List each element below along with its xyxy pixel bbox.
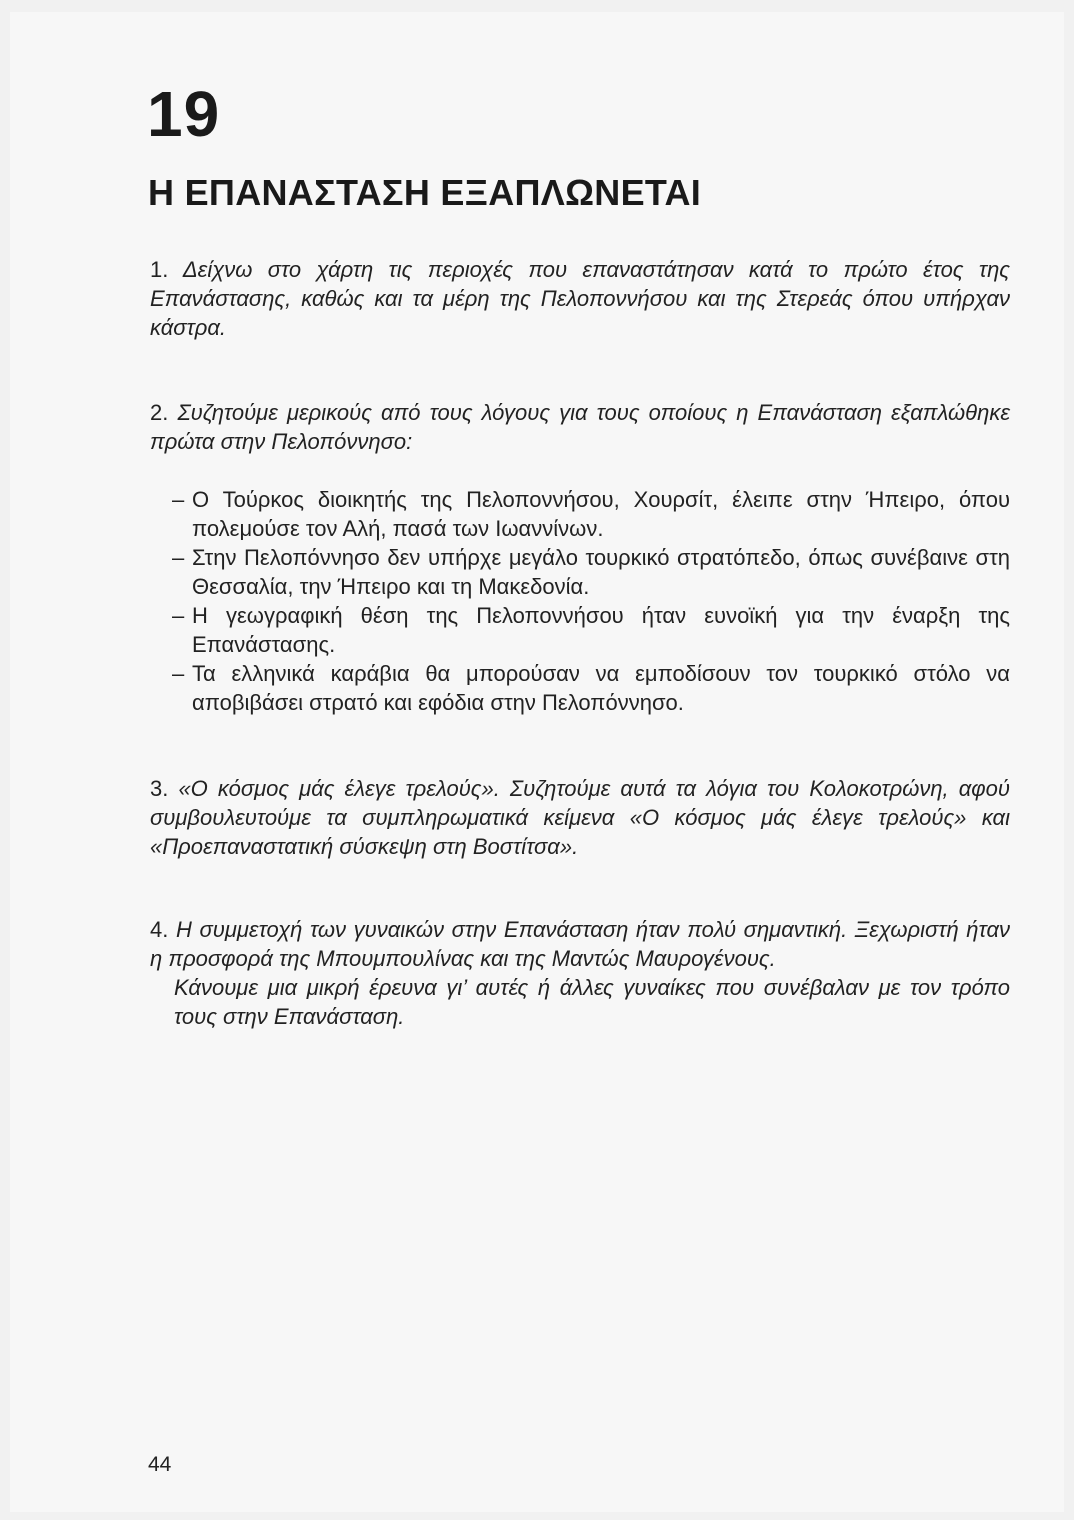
exercise-4 [150, 915, 1010, 1031]
exercise-3-text: «Ο κόσμος μάς έλεγε τρελούς». Συζητούμε αυτά τα λόγια του Κολοκοτρώνη, αφού συμβουλευτούμε τα συμπληρωματικά κείμενα «Ο κόσμος μάς έλεγε τρελούς» και «Προεπαναστατική σύσκεψη στη Βοστίτσα». [150, 776, 1010, 859]
reason-item [172, 601, 1010, 659]
reason-text: Ο Τούρκος διοικητής της Πελοποννήσου, Χουρσίτ, έλειπε στην Ήπειρο, όπου πολεμούσε τον Αλή, πασά των Ιωαννίνων. [192, 487, 1010, 541]
page-number: 44 [148, 1453, 172, 1476]
exercise-2-number: 2. [150, 400, 169, 425]
reason-item [172, 543, 1010, 601]
exercise-1-number: 1. [150, 257, 169, 282]
exercise-4-number: 4. [150, 917, 169, 942]
reason-text: Τα ελληνικά καράβια θα μπορούσαν να εμποδίσουν τον τουρκικό στόλο να αποβιβάσει στρατό και εφόδια στην Πελοπόννησο. [192, 661, 1010, 715]
reason-text: Η γεωγραφική θέση της Πελοποννήσου ήταν ευνοϊκή για την έναρξη της Επανάστασης. [192, 603, 1010, 657]
dash-marker: – [172, 487, 185, 512]
exercise-1-text: Δείχνω στο χάρτη τις περιοχές που επαναστάτησαν κατά το πρώτο έτος της Επανάστασης, καθώς και τα μέρη της Πελοποννήσου και της Στερεάς όπου υπήρχαν κάστρα. [150, 257, 1010, 340]
dash-marker: – [172, 661, 185, 686]
reason-text: Στην Πελοπόννησο δεν υπήρχε μεγάλο τουρκικό στρατόπεδο, όπως συνέβαινε στη Θεσσαλία, την Ήπειρο και τη Μακεδονία. [192, 545, 1010, 599]
exercise-2-reasons-list [172, 485, 1010, 717]
exercise-3-number: 3. [150, 776, 169, 801]
exercise-2 [150, 398, 1010, 456]
reason-item [172, 659, 1010, 717]
exercise-3 [150, 774, 1010, 861]
exercise-4-paragraph-1 [150, 915, 1010, 973]
chapter-number: 19 [147, 78, 221, 150]
dash-marker: – [172, 603, 185, 628]
chapter-title: Η ΕΠΑΝΑΣΤΑΣΗ ΕΞΑΠΛΩΝΕΤΑΙ [148, 172, 702, 213]
dash-marker: – [172, 545, 185, 570]
reason-item [172, 485, 1010, 543]
document-page [10, 12, 1064, 1512]
exercise-4-text: Η συμμετοχή των γυναικών στην Επανάσταση ήταν πολύ σημαντική. Ξεχωριστή ήταν η προσφορά της Μπουμπουλίνας και της Μαντώς Μαυρογένους. [150, 917, 1010, 971]
exercise-2-text: Συζητούμε μερικούς από τους λόγους για τους οποίους η Επανάσταση εξαπλώθηκε πρώτα στην Πελοπόννησο: [150, 400, 1010, 454]
exercise-1 [150, 255, 1010, 342]
exercise-4-paragraph-2: Κάνουμε μια μικρή έρευνα γι’ αυτές ή άλλες γυναίκες που συνέβαλαν με τον τρόπο τους στην Επανάσταση. [174, 975, 1010, 1029]
